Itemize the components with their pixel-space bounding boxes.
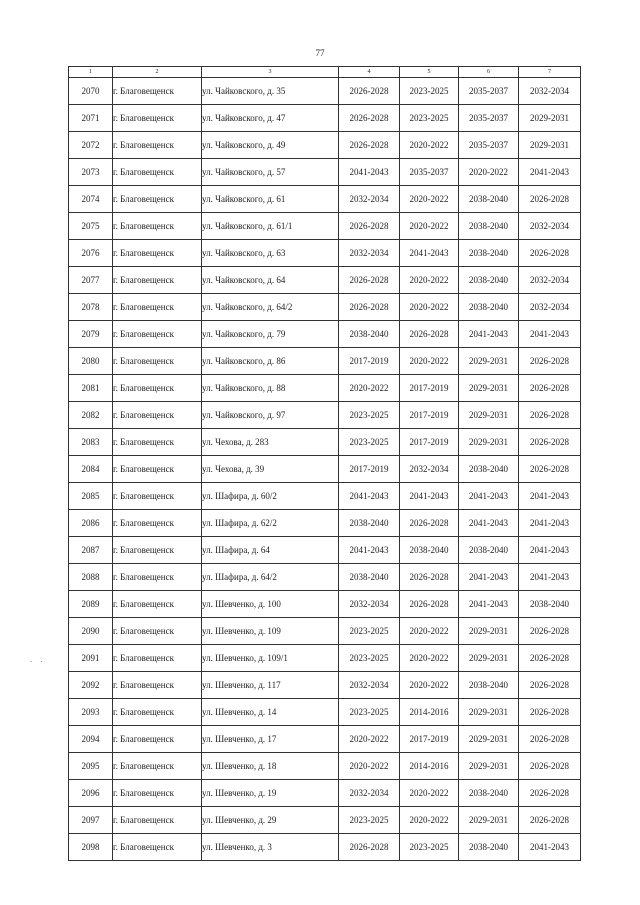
period-cell-1: 2026-2028 (339, 105, 400, 132)
period-cell-3: 2041-2043 (459, 510, 519, 537)
row-number-cell: 2093 (69, 699, 113, 726)
row-number-cell: 2084 (69, 456, 113, 483)
period-cell-3: 2029-2031 (459, 807, 519, 834)
period-cell-3: 2038-2040 (459, 267, 519, 294)
period-cell-4: 2041-2043 (519, 321, 581, 348)
address-cell: ул. Чайковского, д. 57 (202, 159, 339, 186)
period-cell-2: 2020-2022 (400, 645, 459, 672)
period-cell-3: 2038-2040 (459, 780, 519, 807)
row-number-cell: 2074 (69, 186, 113, 213)
row-number-cell: 2095 (69, 753, 113, 780)
period-cell-2: 2023-2025 (400, 105, 459, 132)
address-cell: ул. Чайковского, д. 64 (202, 267, 339, 294)
table-row (69, 834, 581, 861)
row-number-cell: 2070 (69, 78, 113, 105)
table-row (69, 105, 581, 132)
table-row (69, 402, 581, 429)
city-cell: г. Благовещенск (113, 564, 202, 591)
column-number-7: 7 (519, 67, 581, 78)
period-cell-2: 2041-2043 (400, 483, 459, 510)
period-cell-1: 2023-2025 (339, 807, 400, 834)
city-cell: г. Благовещенск (113, 807, 202, 834)
period-cell-4: 2041-2043 (519, 159, 581, 186)
period-cell-3: 2035-2037 (459, 132, 519, 159)
city-cell: г. Благовещенск (113, 456, 202, 483)
row-number-cell: 2081 (69, 375, 113, 402)
period-cell-3: 2041-2043 (459, 321, 519, 348)
city-cell: г. Благовещенск (113, 105, 202, 132)
city-cell: г. Благовещенск (113, 726, 202, 753)
period-cell-3: 2020-2022 (459, 159, 519, 186)
row-number-cell: 2098 (69, 834, 113, 861)
period-cell-3: 2029-2031 (459, 429, 519, 456)
period-cell-3: 2035-2037 (459, 105, 519, 132)
table-row (69, 294, 581, 321)
period-cell-2: 2014-2016 (400, 699, 459, 726)
row-number-cell: 2075 (69, 213, 113, 240)
period-cell-4: 2032-2034 (519, 294, 581, 321)
period-cell-1: 2032-2034 (339, 591, 400, 618)
period-cell-3: 2038-2040 (459, 456, 519, 483)
address-cell: ул. Чехова, д. 39 (202, 456, 339, 483)
period-cell-3: 2038-2040 (459, 537, 519, 564)
period-cell-4: 2026-2028 (519, 240, 581, 267)
city-cell: г. Благовещенск (113, 537, 202, 564)
period-cell-2: 2035-2037 (400, 159, 459, 186)
period-cell-3: 2038-2040 (459, 834, 519, 861)
table-row (69, 645, 581, 672)
period-cell-3: 2029-2031 (459, 726, 519, 753)
city-cell: г. Благовещенск (113, 294, 202, 321)
period-cell-2: 2026-2028 (400, 321, 459, 348)
row-number-cell: 2080 (69, 348, 113, 375)
period-cell-2: 2017-2019 (400, 402, 459, 429)
period-cell-1: 2023-2025 (339, 618, 400, 645)
table-row (69, 780, 581, 807)
period-cell-4: 2026-2028 (519, 807, 581, 834)
city-cell: г. Благовещенск (113, 78, 202, 105)
table-row (69, 429, 581, 456)
row-number-cell: 2092 (69, 672, 113, 699)
row-number-cell: 2082 (69, 402, 113, 429)
period-cell-2: 2020-2022 (400, 132, 459, 159)
column-number-row (69, 67, 581, 78)
table-row (69, 375, 581, 402)
address-cell: ул. Шевченко, д. 100 (202, 591, 339, 618)
row-number-cell: 2089 (69, 591, 113, 618)
address-cell: ул. Шевченко, д. 117 (202, 672, 339, 699)
margin-marks: . . (30, 654, 46, 664)
address-cell: ул. Чайковского, д. 86 (202, 348, 339, 375)
period-cell-4: 2026-2028 (519, 456, 581, 483)
period-cell-2: 2026-2028 (400, 510, 459, 537)
row-number-cell: 2085 (69, 483, 113, 510)
period-cell-3: 2038-2040 (459, 672, 519, 699)
period-cell-1: 2041-2043 (339, 483, 400, 510)
period-cell-4: 2026-2028 (519, 348, 581, 375)
row-number-cell: 2091 (69, 645, 113, 672)
address-cell: ул. Чайковского, д. 97 (202, 402, 339, 429)
address-cell: ул. Чехова, д. 283 (202, 429, 339, 456)
period-cell-1: 2026-2028 (339, 78, 400, 105)
period-cell-4: 2032-2034 (519, 213, 581, 240)
period-cell-1: 2020-2022 (339, 753, 400, 780)
period-cell-1: 2038-2040 (339, 510, 400, 537)
column-number-3: 3 (202, 67, 339, 78)
address-cell: ул. Чайковского, д. 64/2 (202, 294, 339, 321)
period-cell-3: 2041-2043 (459, 591, 519, 618)
row-number-cell: 2086 (69, 510, 113, 537)
period-cell-3: 2038-2040 (459, 186, 519, 213)
period-cell-3: 2029-2031 (459, 375, 519, 402)
row-number-cell: 2078 (69, 294, 113, 321)
table-row (69, 78, 581, 105)
period-cell-2: 2032-2034 (400, 456, 459, 483)
row-number-cell: 2077 (69, 267, 113, 294)
period-cell-4: 2026-2028 (519, 375, 581, 402)
period-cell-2: 2020-2022 (400, 618, 459, 645)
period-cell-1: 2026-2028 (339, 294, 400, 321)
column-number-4: 4 (339, 67, 400, 78)
period-cell-1: 2023-2025 (339, 699, 400, 726)
row-number-cell: 2071 (69, 105, 113, 132)
column-number-1: 1 (69, 67, 113, 78)
city-cell: г. Благовещенск (113, 510, 202, 537)
address-cell: ул. Чайковского, д. 35 (202, 78, 339, 105)
city-cell: г. Благовещенск (113, 753, 202, 780)
period-cell-3: 2035-2037 (459, 78, 519, 105)
period-cell-4: 2026-2028 (519, 780, 581, 807)
housing-register-table (68, 66, 581, 861)
period-cell-4: 2029-2031 (519, 132, 581, 159)
period-cell-4: 2026-2028 (519, 726, 581, 753)
column-number-6: 6 (459, 67, 519, 78)
city-cell: г. Благовещенск (113, 483, 202, 510)
address-cell: ул. Чайковского, д. 88 (202, 375, 339, 402)
city-cell: г. Благовещенск (113, 591, 202, 618)
period-cell-4: 2026-2028 (519, 645, 581, 672)
period-cell-1: 2038-2040 (339, 564, 400, 591)
table-row (69, 267, 581, 294)
period-cell-2: 2020-2022 (400, 186, 459, 213)
period-cell-1: 2026-2028 (339, 132, 400, 159)
address-cell: ул. Шевченко, д. 3 (202, 834, 339, 861)
city-cell: г. Благовещенск (113, 645, 202, 672)
period-cell-4: 2041-2043 (519, 537, 581, 564)
row-number-cell: 2079 (69, 321, 113, 348)
period-cell-2: 2026-2028 (400, 564, 459, 591)
period-cell-1: 2020-2022 (339, 375, 400, 402)
table-row (69, 240, 581, 267)
period-cell-1: 2023-2025 (339, 429, 400, 456)
page-number: 77 (315, 48, 325, 58)
period-cell-3: 2041-2043 (459, 483, 519, 510)
city-cell: г. Благовещенск (113, 213, 202, 240)
city-cell: г. Благовещенск (113, 672, 202, 699)
period-cell-2: 2017-2019 (400, 375, 459, 402)
row-number-cell: 2090 (69, 618, 113, 645)
period-cell-4: 2026-2028 (519, 618, 581, 645)
period-cell-2: 2020-2022 (400, 807, 459, 834)
period-cell-1: 2026-2028 (339, 834, 400, 861)
period-cell-4: 2026-2028 (519, 186, 581, 213)
period-cell-2: 2017-2019 (400, 726, 459, 753)
period-cell-1: 2032-2034 (339, 780, 400, 807)
address-cell: ул. Шевченко, д. 29 (202, 807, 339, 834)
city-cell: г. Благовещенск (113, 240, 202, 267)
row-number-cell: 2076 (69, 240, 113, 267)
row-number-cell: 2072 (69, 132, 113, 159)
row-number-cell: 2083 (69, 429, 113, 456)
table-row (69, 186, 581, 213)
city-cell: г. Благовещенск (113, 267, 202, 294)
period-cell-2: 2020-2022 (400, 267, 459, 294)
period-cell-2: 2020-2022 (400, 213, 459, 240)
period-cell-1: 2032-2034 (339, 186, 400, 213)
address-cell: ул. Шафира, д. 64/2 (202, 564, 339, 591)
table-row (69, 618, 581, 645)
period-cell-4: 2026-2028 (519, 672, 581, 699)
city-cell: г. Благовещенск (113, 321, 202, 348)
period-cell-3: 2029-2031 (459, 753, 519, 780)
period-cell-1: 2023-2025 (339, 402, 400, 429)
period-cell-3: 2038-2040 (459, 240, 519, 267)
address-cell: ул. Шевченко, д. 17 (202, 726, 339, 753)
table-row (69, 537, 581, 564)
address-cell: ул. Чайковского, д. 49 (202, 132, 339, 159)
city-cell: г. Благовещенск (113, 186, 202, 213)
table-row (69, 699, 581, 726)
period-cell-2: 2020-2022 (400, 672, 459, 699)
address-cell: ул. Чайковского, д. 61/1 (202, 213, 339, 240)
period-cell-1: 2020-2022 (339, 726, 400, 753)
period-cell-3: 2029-2031 (459, 402, 519, 429)
period-cell-1: 2017-2019 (339, 456, 400, 483)
table-row (69, 726, 581, 753)
city-cell: г. Благовещенск (113, 402, 202, 429)
address-cell: ул. Чайковского, д. 47 (202, 105, 339, 132)
address-cell: ул. Шевченко, д. 109/1 (202, 645, 339, 672)
row-number-cell: 2094 (69, 726, 113, 753)
address-cell: ул. Шевченко, д. 109 (202, 618, 339, 645)
period-cell-1: 2041-2043 (339, 159, 400, 186)
period-cell-1: 2038-2040 (339, 321, 400, 348)
period-cell-2: 2017-2019 (400, 429, 459, 456)
period-cell-3: 2038-2040 (459, 213, 519, 240)
city-cell: г. Благовещенск (113, 159, 202, 186)
period-cell-3: 2038-2040 (459, 294, 519, 321)
period-cell-4: 2041-2043 (519, 510, 581, 537)
city-cell: г. Благовещенск (113, 618, 202, 645)
address-cell: ул. Шафира, д. 62/2 (202, 510, 339, 537)
table-row (69, 213, 581, 240)
period-cell-2: 2014-2016 (400, 753, 459, 780)
period-cell-4: 2041-2043 (519, 564, 581, 591)
period-cell-1: 2032-2034 (339, 240, 400, 267)
period-cell-2: 2038-2040 (400, 537, 459, 564)
period-cell-2: 2041-2043 (400, 240, 459, 267)
period-cell-4: 2026-2028 (519, 429, 581, 456)
address-cell: ул. Шевченко, д. 19 (202, 780, 339, 807)
period-cell-4: 2032-2034 (519, 267, 581, 294)
city-cell: г. Благовещенск (113, 429, 202, 456)
period-cell-4: 2029-2031 (519, 105, 581, 132)
period-cell-2: 2023-2025 (400, 834, 459, 861)
table-row (69, 132, 581, 159)
period-cell-1: 2041-2043 (339, 537, 400, 564)
address-cell: ул. Чайковского, д. 63 (202, 240, 339, 267)
address-cell: ул. Шафира, д. 64 (202, 537, 339, 564)
period-cell-3: 2041-2043 (459, 564, 519, 591)
table-row (69, 456, 581, 483)
row-number-cell: 2096 (69, 780, 113, 807)
address-cell: ул. Шевченко, д. 18 (202, 753, 339, 780)
table-body (69, 78, 581, 861)
city-cell: г. Благовещенск (113, 375, 202, 402)
table-row (69, 510, 581, 537)
table-row (69, 807, 581, 834)
row-number-cell: 2073 (69, 159, 113, 186)
period-cell-4: 2026-2028 (519, 699, 581, 726)
period-cell-2: 2023-2025 (400, 78, 459, 105)
period-cell-2: 2020-2022 (400, 348, 459, 375)
table-row (69, 672, 581, 699)
period-cell-1: 2026-2028 (339, 213, 400, 240)
period-cell-3: 2029-2031 (459, 645, 519, 672)
city-cell: г. Благовещенск (113, 834, 202, 861)
table-row (69, 564, 581, 591)
city-cell: г. Благовещенск (113, 780, 202, 807)
address-cell: ул. Шевченко, д. 14 (202, 699, 339, 726)
table-row (69, 753, 581, 780)
period-cell-4: 2041-2043 (519, 834, 581, 861)
address-cell: ул. Шафира, д. 60/2 (202, 483, 339, 510)
period-cell-4: 2041-2043 (519, 483, 581, 510)
period-cell-3: 2029-2031 (459, 618, 519, 645)
period-cell-2: 2020-2022 (400, 294, 459, 321)
period-cell-4: 2032-2034 (519, 78, 581, 105)
address-cell: ул. Чайковского, д. 61 (202, 186, 339, 213)
period-cell-1: 2026-2028 (339, 267, 400, 294)
table-row (69, 483, 581, 510)
address-cell: ул. Чайковского, д. 79 (202, 321, 339, 348)
column-number-5: 5 (400, 67, 459, 78)
period-cell-4: 2026-2028 (519, 753, 581, 780)
table-row (69, 321, 581, 348)
period-cell-4: 2026-2028 (519, 402, 581, 429)
city-cell: г. Благовещенск (113, 348, 202, 375)
period-cell-2: 2020-2022 (400, 780, 459, 807)
period-cell-1: 2017-2019 (339, 348, 400, 375)
row-number-cell: 2088 (69, 564, 113, 591)
city-cell: г. Благовещенск (113, 699, 202, 726)
table-row (69, 591, 581, 618)
period-cell-3: 2029-2031 (459, 699, 519, 726)
period-cell-3: 2029-2031 (459, 348, 519, 375)
row-number-cell: 2097 (69, 807, 113, 834)
table-row (69, 348, 581, 375)
column-number-2: 2 (113, 67, 202, 78)
period-cell-4: 2038-2040 (519, 591, 581, 618)
table-row (69, 159, 581, 186)
period-cell-2: 2026-2028 (400, 591, 459, 618)
period-cell-1: 2032-2034 (339, 672, 400, 699)
row-number-cell: 2087 (69, 537, 113, 564)
period-cell-1: 2023-2025 (339, 645, 400, 672)
city-cell: г. Благовещенск (113, 132, 202, 159)
